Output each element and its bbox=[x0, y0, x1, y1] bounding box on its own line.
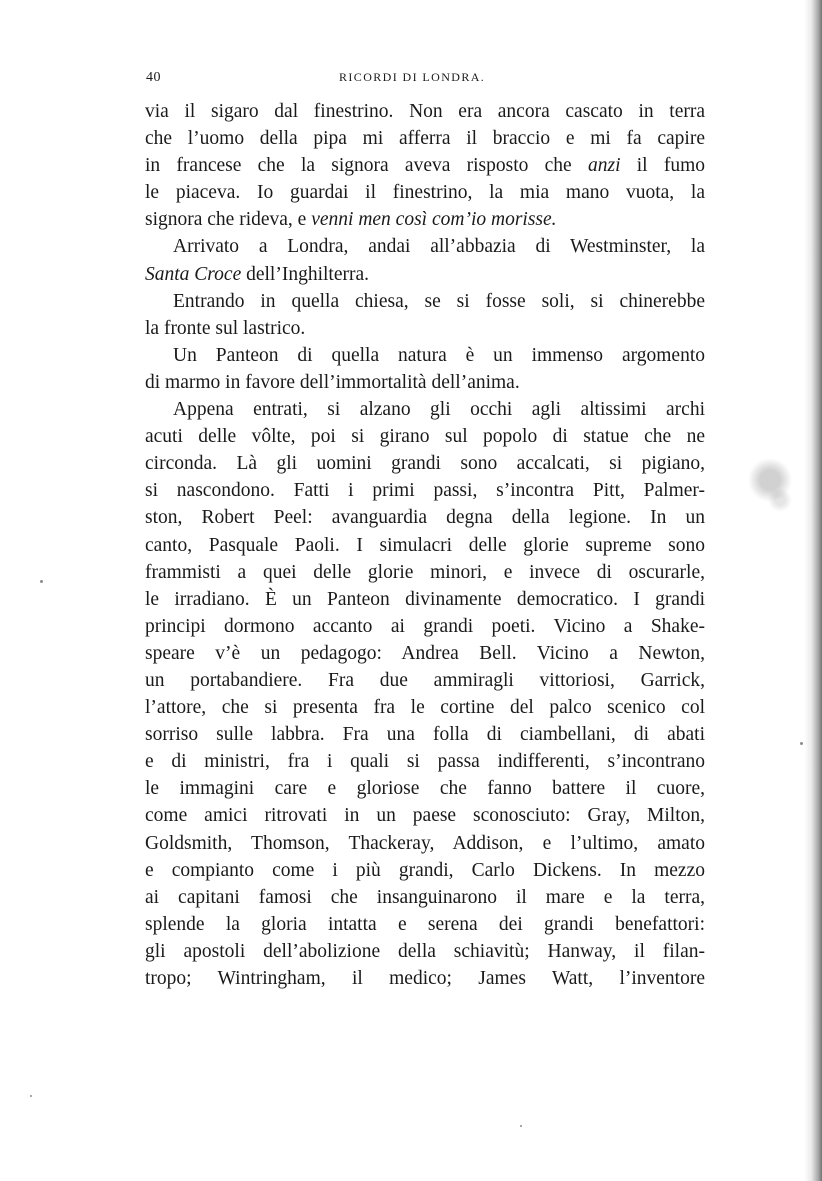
text-line: Un Panteon di quella natura è un immenso argomento bbox=[173, 344, 705, 366]
text-line: la fronte sul lastrico. bbox=[145, 317, 306, 339]
italic-fragment: venni men così com’io morisse. bbox=[311, 209, 557, 231]
text-line: Arrivato a Londra, andai all’abbazia di Westminster, la bbox=[173, 236, 705, 258]
text-line: l’attore, che si presenta fra le cortine del palco scenico col bbox=[145, 697, 705, 719]
italic-fragment: Santa Croce bbox=[145, 263, 242, 285]
text-fragment: signora che rideva, e bbox=[145, 209, 312, 231]
text-line: le piaceva. Io guardai il finestrino, la mia mano vuota, la bbox=[145, 182, 705, 204]
text-line: sorriso sulle labbra. Fra una folla di ciambellani, di abati bbox=[145, 724, 705, 746]
text-line: che l’uomo della pipa mi afferra il braccio e mi fa capire bbox=[145, 128, 705, 150]
text-line: splende la gloria intatta e serena dei grandi benefattori: bbox=[145, 913, 705, 935]
paper-speck bbox=[30, 1095, 32, 1097]
text-line: acuti delle vôlte, poi si girano sul popolo di statue che ne bbox=[145, 426, 705, 448]
body-text bbox=[145, 98, 705, 992]
text-line: e compianto come i più grandi, Carlo Dickens. In mezzo bbox=[145, 859, 705, 881]
running-title: RICORDI DI LONDRA. bbox=[339, 70, 486, 84]
text-line: le immagini care e gloriose che fanno battere il cuore, bbox=[145, 778, 705, 800]
text-fragment: il fumo bbox=[620, 155, 705, 177]
page-edge-shadow bbox=[804, 0, 822, 1181]
text-line: ai capitani famosi che insanguinarono il mare e la terra, bbox=[145, 886, 705, 908]
page-number: 40 bbox=[146, 70, 161, 85]
text-fragment: dell’Inghilterra. bbox=[241, 263, 370, 285]
text-line: e di ministri, fra i quali si passa indifferenti, s’incontrano bbox=[145, 751, 705, 773]
text-line: principi dormono accanto ai grandi poeti. Vicino a Shake- bbox=[145, 615, 705, 637]
text-line: Appena entrati, si alzano gli occhi agli altissimi archi bbox=[173, 399, 705, 421]
text-fragment: in francese che la signora aveva risposto che bbox=[145, 155, 572, 177]
text-line: frammisti a quei delle glorie minori, e invece di oscurarle, bbox=[145, 561, 705, 583]
text-line: di marmo in favore dell’immortalità dell’anima. bbox=[145, 371, 520, 393]
paper-speck bbox=[520, 1125, 522, 1127]
text-line bbox=[145, 206, 705, 233]
text-line: un portabandiere. Fra due ammiragli vittoriosi, Garrick, bbox=[145, 669, 705, 691]
text-line: tropo; Wintringham, il medico; James Watt, l’inventore bbox=[145, 968, 705, 989]
text-line: canto, Pasquale Paoli. I simulacri delle glorie supreme sono bbox=[145, 534, 705, 556]
paper-speck bbox=[40, 580, 43, 583]
text-line: si nascondono. Fatti i primi passi, s’incontra Pitt, Palmer- bbox=[145, 480, 705, 502]
paper-speck bbox=[800, 742, 803, 745]
text-line: gli apostoli dell’abolizione della schiavitù; Hanway, il filan- bbox=[145, 940, 705, 962]
text-line: ston, Robert Peel: avanguardia degna della legione. In un bbox=[145, 507, 705, 529]
italic-fragment: anzi bbox=[587, 155, 621, 177]
text-line: via il sigaro dal finestrino. Non era ancora cascato in terra bbox=[145, 101, 705, 122]
text-line: speare v’è un pedagogo: Andrea Bell. Vicino a Newton, bbox=[145, 642, 705, 664]
text-line bbox=[145, 261, 705, 288]
text-line: come amici ritrovati in un paese sconosciuto: Gray, Milton, bbox=[145, 805, 705, 827]
text-line: le irradiano. È un Panteon divinamente democratico. I grandi bbox=[145, 588, 705, 610]
text-line: circonda. Là gli uomini grandi sono accalcati, si pigiano, bbox=[145, 453, 705, 475]
text-line bbox=[145, 152, 705, 179]
text-line: Entrando in quella chiesa, se si fosse soli, si chinerebbe bbox=[173, 290, 705, 312]
running-head bbox=[146, 70, 706, 94]
text-line: Goldsmith, Thomson, Thackeray, Addison, e l’ultimo, amato bbox=[145, 832, 705, 854]
